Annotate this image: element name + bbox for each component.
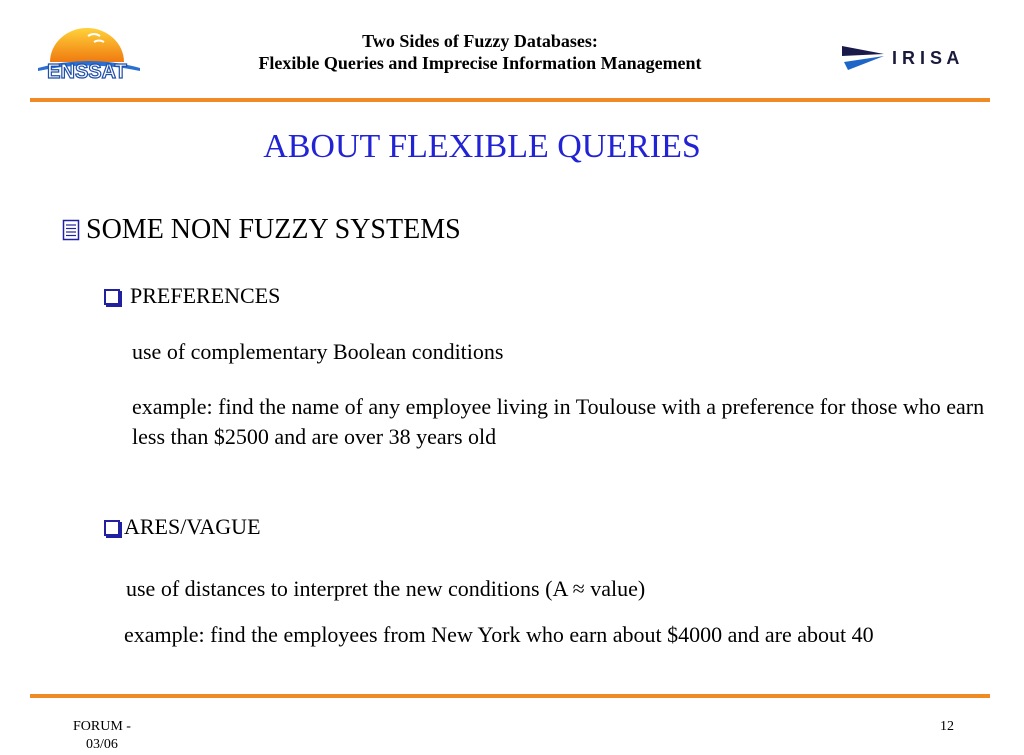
preferences-heading-text: PREFERENCES xyxy=(130,283,281,308)
slide-title: ABOUT FLEXIBLE QUERIES xyxy=(263,128,701,165)
enssat-logo xyxy=(28,24,146,84)
irisa-logo-text: I R I S A xyxy=(892,48,960,68)
header-title xyxy=(180,30,780,74)
header-title-line2: Flexible Queries and Imprecise Information Management xyxy=(258,53,702,73)
checkbox-bullet-icon xyxy=(104,520,120,536)
enssat-logo-text: ENSSAT xyxy=(47,61,127,83)
checkbox-bullet-icon xyxy=(104,289,120,305)
ares-heading xyxy=(104,513,261,541)
section-heading-text: SOME NON FUZZY SYSTEMS xyxy=(86,214,461,245)
header-title-line1: Two Sides of Fuzzy Databases: xyxy=(362,31,598,51)
page-number: 12 xyxy=(940,719,954,734)
ares-text-2: example: find the employees from New York who earn about $4000 and are about 40 xyxy=(124,622,874,647)
preferences-text-1: use of complementary Boolean conditions xyxy=(132,339,504,364)
preferences-heading xyxy=(104,282,280,310)
footer-divider xyxy=(30,694,990,698)
ares-text-1: use of distances to interpret the new conditions (A ≈ value) xyxy=(126,576,646,601)
header-divider xyxy=(30,98,990,102)
section-heading xyxy=(62,212,461,248)
preferences-text-2: example: find the name of any employee living in Toulouse with a preference for those who earn less than $2500 and are over 38 years old xyxy=(132,394,985,449)
ares-heading-text: ARES/VAGUE xyxy=(124,514,261,539)
footer-label: FORUM - 03/06 xyxy=(73,719,131,752)
irisa-logo xyxy=(838,40,988,76)
book-bullet-icon xyxy=(62,219,80,241)
